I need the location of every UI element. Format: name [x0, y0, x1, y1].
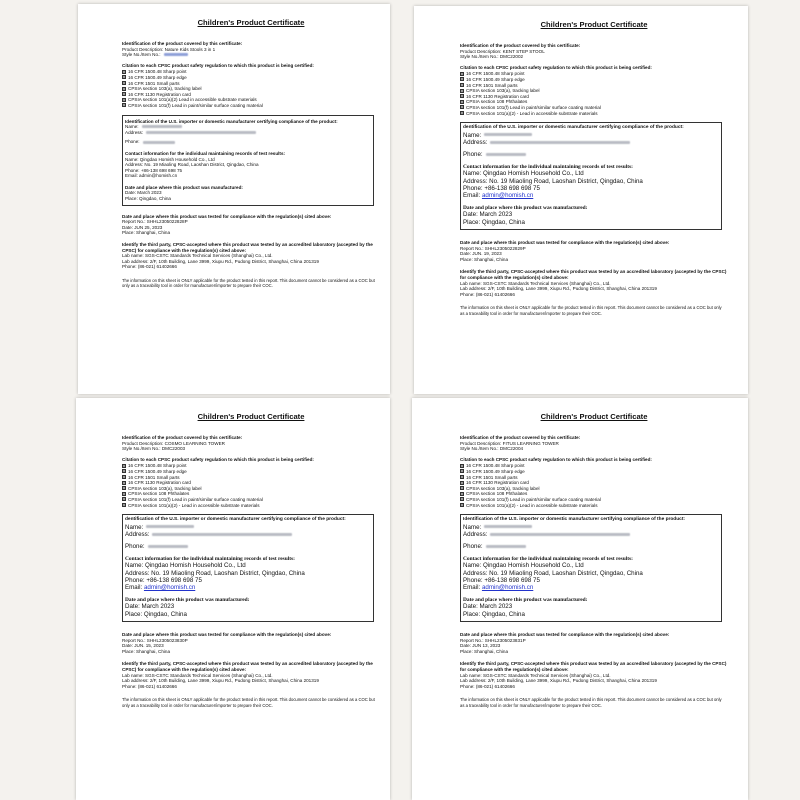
contact-email-value: admin@homish.cn [139, 173, 178, 179]
importer-box [122, 115, 374, 206]
checked-box-icon [460, 94, 464, 98]
certificate-sheet [414, 6, 748, 394]
importer-phone [125, 139, 371, 145]
product-description: Product Description: KENT STEP STOOL [460, 48, 545, 54]
manufactured-place: Place: Qingdao, China [463, 610, 525, 618]
regulation-label: 16 CFR 1500.48 Sharp point [466, 71, 525, 77]
lab-heading: Identify the third party, CPSC-accepted where this product was tested by an accredited laboratory (accepted by the CPSC) for compliance with the regulation(s) cited above: [460, 661, 727, 672]
regulation-list [122, 463, 380, 508]
lab-name: Lab name: SGS-CSTC Standards Technical Services (Shanghai) Co., Ltd. [122, 253, 273, 259]
report-number: Report No.: SHHL2305023830P [122, 637, 188, 643]
report-number: Report No.: SHHL2305023831P [460, 637, 526, 643]
style-number [122, 52, 380, 58]
importer-heading: dentification of the U.S. importer or domestic manufacturer certifying compliance of the product: [463, 125, 684, 131]
checked-box-icon [460, 492, 464, 496]
regulation-label: 16 CFR 1130 Registration card [466, 93, 529, 99]
importer-address-label: Address: [125, 129, 144, 135]
regulation-label: 16 CFR 1501 Small parts [466, 474, 518, 480]
contact-email-label: Email: [125, 173, 138, 179]
contact-address: Address: No. 19 Miaoling Road, Laoshan District, Qingdao, China [463, 569, 643, 577]
regulation-label: CPSIA section 103(a), tracking label [128, 485, 202, 491]
lab-phone: Phone: (86-021) 61402666 [460, 683, 515, 689]
test-place: Place: Shanghai, China [122, 648, 171, 654]
regulation-item [122, 503, 380, 509]
manufactured-place: Place: Qingdao, China [125, 610, 187, 618]
redacted-text [484, 133, 532, 136]
redacted-text [490, 533, 630, 536]
checked-box-icon [460, 105, 464, 109]
regulation-item [460, 503, 728, 509]
lab-heading: Identify the third party, CPSC-accepted where this product was tested by an accredited laboratory (accepted by the CPSC) for compliance with the regulation(s) cited above: [460, 269, 727, 280]
importer-name-label: Name: [125, 124, 139, 130]
test-date: Date: JUN. 15, 2023 [122, 643, 164, 649]
checked-box-icon [122, 464, 126, 468]
importer-address-label: Address: [463, 138, 488, 146]
manufactured-heading: Date and place where this product was manufactured: [125, 596, 250, 603]
certificate-title: Children's Product Certificate [197, 18, 305, 27]
checked-box-icon [122, 75, 126, 79]
style-number: Style No./Item No.: DMC22002 [460, 54, 524, 60]
contact-address: Address: No. 19 Miaoling Road, Laoshan District, Qingdao, China [125, 569, 305, 577]
importer-heading: Identification of the U.S. importer or domestic manufacturer certifying compliance of the product: [463, 517, 686, 523]
importer-name-label: Name: [125, 523, 144, 531]
contact-phone: Phone: +86-138 698 698 75 [125, 167, 183, 173]
importer-address [125, 531, 371, 538]
checked-box-icon [460, 469, 464, 473]
contact-email-link[interactable]: admin@homish.cn [143, 584, 196, 592]
regulation-label: 16 CFR 1130 Registration card [128, 480, 191, 486]
lab-heading: Identify the third party, CPSC-accepted where this product was tested by an accredited laboratory (accepted by the CPSC) for compliance with the regulation(s) cited above: [122, 242, 373, 253]
product-description: Product Description: Nature Kids Stools 3 in 1 [122, 46, 216, 52]
importer-name-label: Name: [463, 131, 482, 139]
regulation-label: 16 CFR 1500.48 Sharp point [466, 463, 525, 469]
importer-address [463, 139, 719, 146]
citation-heading: Citation to each CPSC product safety regulation to which this product is being certified: [122, 62, 314, 68]
manufactured-date: Date: March 2023 [125, 603, 175, 611]
contact-name: Name: Qingdao Homish Household Co., Ltd [125, 562, 246, 570]
citation-heading: Citation to each CPSC product safety regulation to which this product is being certified: [122, 456, 314, 462]
style-number: Style No./Item No.: DMC22004 [460, 446, 524, 452]
regulation-label: CPSIA section 103(a), tracking label [466, 485, 540, 491]
regulation-label: 16 CFR 1500.49 Sharp edge [466, 468, 525, 474]
redacted-text [486, 153, 526, 156]
lab-phone: Phone: (86-021) 61402666 [122, 264, 177, 270]
regulation-label: CPSIA section 103(a), tracking label [128, 86, 202, 92]
contact-phone: Phone: +86-138 698 698 75 [463, 184, 540, 192]
importer-box [460, 514, 722, 622]
importer-phone [125, 543, 371, 550]
checked-box-icon [122, 81, 126, 85]
regulation-label: 16 CFR 1130 Registration card [466, 480, 529, 486]
importer-phone-label: Phone: [125, 543, 145, 551]
regulation-item [460, 111, 728, 117]
checked-box-icon [122, 469, 126, 473]
regulation-list [122, 69, 380, 108]
importer-box [460, 122, 722, 230]
manufactured-heading: Date and place where this product was manufactured: [463, 596, 588, 603]
regulation-label: CPSIA section 101(a)(2) - Lead in accessible substrate materials [128, 502, 260, 508]
redacted-text [146, 131, 256, 134]
checked-box-icon [460, 503, 464, 507]
checked-box-icon [460, 72, 464, 76]
contact-name: Name: Qingdao Homish Household Co., Ltd [463, 170, 584, 178]
checked-box-icon [460, 481, 464, 485]
redacted-text [148, 545, 188, 548]
importer-address [125, 130, 371, 136]
lab-name: Lab name: SGS-CSTC Standards Technical Services (Shanghai) Co., Ltd. [460, 280, 611, 286]
checked-box-icon [460, 486, 464, 490]
test-heading: Date and place where this product was tested for compliance with the regulation(s) cited above: [122, 213, 332, 219]
checked-box-icon [122, 103, 126, 107]
regulation-label: CPSIA section 101(a)(2) - Lead in accessible substrate materials [466, 110, 598, 116]
manufactured-place: Place: Qingdao, China [463, 218, 525, 226]
contact-heading: Contact information for the individual maintaining records of test results: [463, 555, 633, 562]
contact-email-label: Email: [463, 192, 481, 200]
citation-heading: Citation to each CPSC product safety regulation to which this product is being certified: [460, 64, 652, 70]
manufactured-heading: Date and place where this product was manufactured: [463, 204, 588, 211]
redacted-text [146, 525, 194, 528]
lab-heading: Identify the third party, CPSC-accepted where this product was tested by an accredited laboratory (accepted by the CPSC) for compliance with the regulation(s) cited above: [122, 661, 373, 672]
checked-box-icon [460, 83, 464, 87]
disclaimer-note: The information on this sheet is ONLY applicable for the product tested in this report. This document cannot be considered as a COC but only as a traceability tool in order for manufacturer/importer to prepare their COC. [122, 278, 375, 289]
regulation-label: CPSIA section 108 Phthalates [466, 491, 528, 497]
importer-address [463, 531, 719, 538]
product-id-heading: Identification of the product covered by this certificate: [122, 435, 243, 440]
importer-phone-label: Phone: [463, 543, 483, 551]
contact-heading: Contact information for the individual maintaining records of test results: [463, 163, 633, 170]
certificate-title: Children's Product Certificate [540, 20, 648, 29]
checked-box-icon [460, 464, 464, 468]
lab-address: Lab address: 2/F, 10th Building, Lane 3999, Xiupu Rd., Pudong District, Shanghai, China 201319 [460, 286, 657, 292]
importer-phone-label: Phone: [125, 139, 140, 145]
disclaimer-note: The information on this sheet is ONLY applicable for the product tested in this report. This document cannot be considered as a COC but only as a traceability tool in order for manufacturer/importer to prepare their COC. [460, 697, 722, 708]
lab-name: Lab name: SGS-CSTC Standards Technical Services (Shanghai) Co., Ltd. [122, 672, 273, 678]
regulation-label: 16 CFR 1501 Small parts [128, 474, 180, 480]
regulation-label: CPSIA section 101(f) Lead in paint/similar surface coating material [128, 496, 263, 502]
regulation-label: 16 CFR 1500.49 Sharp edge [128, 468, 187, 474]
test-place: Place: Shanghai, China [122, 230, 171, 236]
importer-address-label: Address: [463, 530, 488, 538]
report-number: Report No.: SHHL2305022829P [460, 245, 526, 251]
importer-box [122, 514, 374, 622]
importer-heading: Identification of the U.S. importer or domestic manufacturer certifying compliance of the product: [125, 118, 338, 124]
redacted-text [484, 525, 532, 528]
checked-box-icon [460, 89, 464, 93]
product-description: Product Description: COSMO LEARNING TOWER [122, 440, 225, 446]
contact-email-link[interactable]: admin@homish.cn [481, 192, 534, 200]
checked-box-icon [122, 70, 126, 74]
regulation-label: 16 CFR 1500.48 Sharp point [128, 69, 187, 75]
lab-address: Lab address: 2/F, 10th Building, Lane 3999, Xiupu Rd., Pudong District, Shanghai, China 201319 [122, 258, 319, 264]
regulation-list [460, 71, 728, 116]
checked-box-icon [122, 87, 126, 91]
redacted-text [152, 533, 292, 536]
manufactured-date: Date: March 2023 [463, 211, 513, 219]
redacted-text [143, 141, 175, 144]
checked-box-icon [122, 492, 126, 496]
manufactured-place: Place: Qingdao, China [125, 196, 171, 202]
importer-name-label: Name: [463, 523, 482, 531]
regulation-item [122, 103, 380, 109]
disclaimer-note: The information on this sheet is ONLY applicable for the product tested in this report. This document cannot be considered as a COC but only as a traceability tool in order for manufacturer/importer to prepare their COC. [122, 697, 375, 708]
contact-email [463, 192, 719, 199]
contact-email-label: Email: [463, 584, 481, 592]
contact-name: Name: Qingdao Homish Household Co., Ltd [125, 156, 215, 162]
regulation-label: CPSIA section 101(f) Lead in paint/similar surface coating material [466, 496, 601, 502]
checked-box-icon [460, 497, 464, 501]
importer-name [463, 524, 719, 531]
manufactured-date: Date: March 2023 [463, 603, 513, 611]
style-number: Style No./Item No.: DMC22003 [122, 446, 186, 452]
importer-phone-label: Phone: [463, 151, 483, 159]
test-place: Place: Shanghai, China [460, 648, 509, 654]
regulation-label: CPSIA section 103(a), tracking label [466, 88, 540, 94]
certificate-sheet [76, 398, 390, 800]
product-id-heading: Identification of the product covered by this certificate: [460, 43, 581, 48]
regulation-label: CPSIA section 101(f) Lead in paint/similar surface coating material [466, 104, 601, 110]
manufactured-heading: Date and place where this product was manufactured: [125, 184, 243, 190]
contact-address: Address: No. 19 Miaoling Road, Laoshan District, Qingdao, China [125, 162, 259, 168]
lab-phone: Phone: (86-021) 61402666 [460, 291, 515, 297]
contact-email [125, 173, 371, 179]
style-number-label: Style No./Item No.: [122, 52, 161, 58]
checked-box-icon [460, 77, 464, 81]
test-heading: Date and place where this product was tested for compliance with the regulation(s) cited above: [460, 632, 670, 637]
test-heading: Date and place where this product was tested for compliance with the regulation(s) cited above: [122, 632, 332, 637]
checked-box-icon [122, 503, 126, 507]
regulation-label: 16 CFR 1130 Registration card [128, 91, 191, 97]
redacted-text [164, 53, 188, 56]
checked-box-icon [122, 98, 126, 102]
contact-heading: Contact information for the individual maintaining records of test results: [125, 555, 295, 562]
regulation-label: 16 CFR 1500.49 Sharp edge [466, 76, 525, 82]
lab-address: Lab address: 2/F, 10th Building, Lane 3999, Xiupu Rd., Pudong District, Shanghai, China 201319 [122, 678, 319, 684]
regulation-label: 16 CFR 1500.48 Sharp point [128, 463, 187, 469]
importer-heading: dentification of the U.S. importer or domestic manufacturer certifying compliance of the product: [125, 517, 346, 523]
contact-address: Address: No. 19 Miaoling Road, Laoshan District, Qingdao, China [463, 177, 643, 185]
product-id-heading: Identification of the product covered by this certificate: [122, 41, 243, 46]
redacted-text [490, 141, 630, 144]
redacted-text [486, 545, 526, 548]
contact-phone: Phone: +86-138 698 698 75 [463, 576, 540, 584]
citation-heading: Citation to each CPSC product safety regulation to which this product is being certified: [460, 456, 652, 462]
redacted-text [142, 125, 182, 128]
regulation-label: CPSIA section 108 Phthalates [466, 99, 528, 105]
test-date: Date: JUN 25, 2023 [122, 224, 163, 230]
certificate-sheet [78, 4, 390, 394]
regulation-label: CPSIA section 101(f) Lead in paint/similar surface coating material [128, 102, 263, 108]
manufactured-date: Date: March 2023 [125, 190, 162, 196]
checked-box-icon [460, 100, 464, 104]
checked-box-icon [122, 475, 126, 479]
importer-name [463, 132, 719, 139]
certificate-title: Children's Product Certificate [540, 412, 648, 421]
lab-phone: Phone: (86-021) 61402666 [122, 683, 177, 689]
contact-email [463, 584, 719, 591]
contact-email [125, 584, 371, 591]
contact-name: Name: Qingdao Homish Household Co., Ltd [463, 562, 584, 570]
contact-email-label: Email: [125, 584, 143, 592]
test-date: Date: JUN. 19, 2023 [460, 251, 502, 257]
product-description: Product Description: FITUS LEARNING TOWER [460, 440, 559, 446]
certificate-title: Children's Product Certificate [197, 412, 305, 421]
contact-email-link[interactable]: admin@homish.cn [481, 584, 534, 592]
regulation-label: CPSIA section 101(a)(2) - Lead in accessible substrate materials [466, 502, 598, 508]
importer-phone [463, 543, 719, 550]
regulation-label: 16 CFR 1501 Small parts [466, 82, 518, 88]
importer-phone [463, 151, 719, 158]
test-place: Place: Shanghai, China [460, 256, 509, 262]
regulation-label: 16 CFR 1501 Small parts [128, 80, 180, 86]
regulation-label: 16 CFR 1500.49 Sharp edge [128, 74, 187, 80]
importer-address-label: Address: [125, 530, 150, 538]
checked-box-icon [460, 475, 464, 479]
regulation-label: CPSIA section 101(a)(2) Lead in accessible substrate materials [128, 97, 257, 103]
checked-box-icon [122, 481, 126, 485]
checked-box-icon [122, 486, 126, 490]
test-date: Date: JUN 13, 2023 [460, 643, 501, 649]
contact-heading: Contact information for the individual maintaining records of test results: [125, 150, 286, 156]
lab-address: Lab address: 2/F, 10th Building, Lane 3999, Xiupu Rd., Pudong District, Shanghai, China 201319 [460, 678, 657, 684]
regulation-label: CPSIA section 108 Phthalates [128, 491, 190, 497]
checked-box-icon [460, 111, 464, 115]
contact-phone: Phone: +86-138 698 698 75 [125, 576, 202, 584]
lab-name: Lab name: SGS-CSTC Standards Technical Services (Shanghai) Co., Ltd. [460, 672, 611, 678]
report-number: Report No.: SHHL2305022828P [122, 219, 188, 225]
certificate-sheet [412, 398, 748, 800]
regulation-list [460, 463, 728, 508]
product-id-heading: Identification of the product covered by this certificate: [460, 435, 581, 440]
checked-box-icon [122, 497, 126, 501]
disclaimer-note: The information on this sheet is ONLY applicable for the product tested in this report. This document cannot be considered as a COC but only as a traceability tool in order for manufacturer/importer to prepare their COC. [460, 305, 722, 316]
importer-name [125, 524, 371, 531]
test-heading: Date and place where this product was tested for compliance with the regulation(s) cited above: [460, 240, 670, 245]
checked-box-icon [122, 92, 126, 96]
